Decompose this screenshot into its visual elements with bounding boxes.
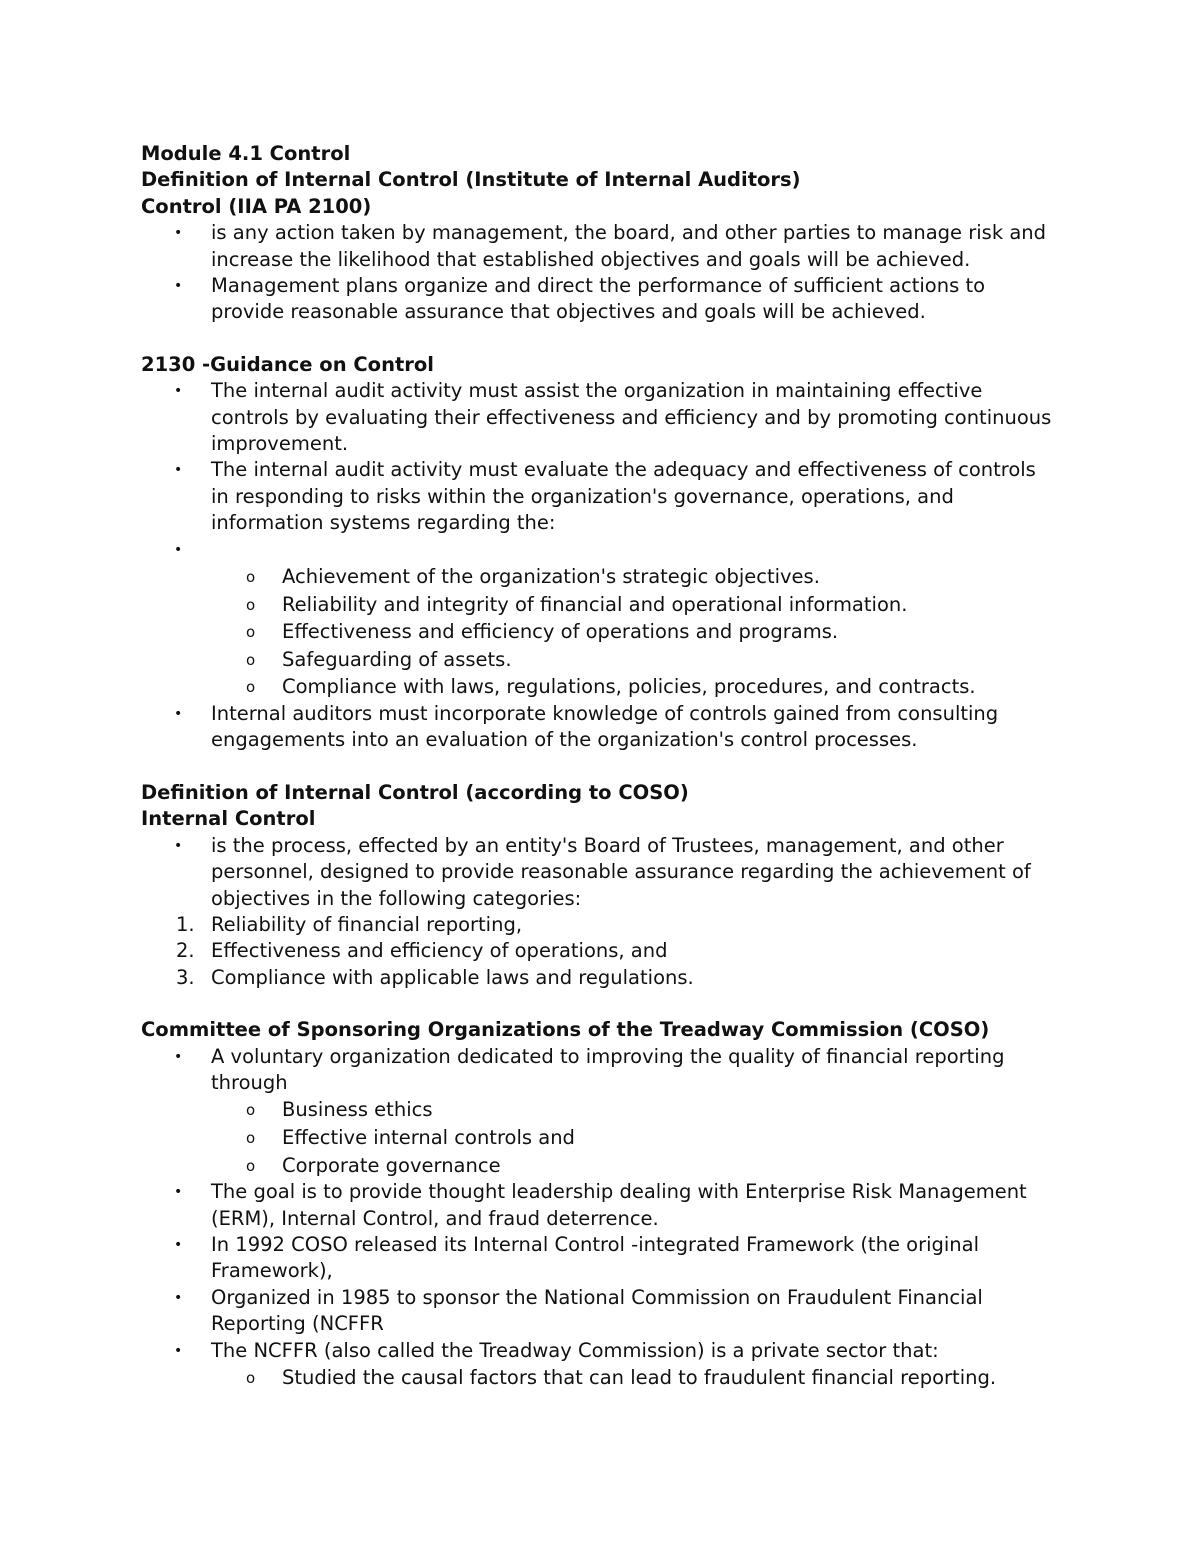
list-item: • Internal auditors must incorporate knowledge of controls gained from consulting engagements into an evaluation of the organization's control processes.: [174, 702, 999, 752]
circle-bullet-icon: o: [246, 1156, 256, 1175]
sub-list-item: o Corporate governance: [141, 1152, 1071, 1180]
list-item: • The internal audit activity must evaluate the adequacy and effectiveness of controls in responding to risks within the organization's governance, operations, and information systems regarding the:: [174, 458, 1036, 535]
sub-list-item: o Compliance with laws, regulations, policies, procedures, and contracts.: [141, 673, 1071, 701]
control-heading: Control (IIA PA 2100): [141, 194, 372, 218]
numbered-item: 1. Reliability of financial reporting,: [141, 912, 1071, 938]
circle-bullet-icon: o: [246, 678, 256, 697]
bullet-icon: •: [174, 1048, 183, 1065]
bullet-icon: •: [174, 706, 183, 723]
bullet-icon: •: [174, 1342, 183, 1359]
sub-list-item: o Business ethics: [141, 1096, 1071, 1124]
sub-list-item: o Safeguarding of assets.: [141, 646, 1071, 674]
item-number: 2.: [176, 939, 195, 963]
sub-list-item: o Effectiveness and efficiency of operations and programs.: [141, 618, 1071, 646]
circle-bullet-icon: o: [246, 1101, 256, 1120]
list-item: • The NCFFR (also called the Treadway Commission) is a private sector that:: [141, 1338, 1071, 1364]
list-item: • Management plans organize and direct the performance of sufficient actions to provide reasonable assurance that objectives and goals will be achieved.: [174, 274, 986, 324]
list-item: • Organized in 1985 to sponsor the National Commission on Fraudulent Financial Reporting (NCFFR: [174, 1285, 983, 1336]
circle-bullet-icon: o: [246, 595, 256, 614]
list-item: • In 1992 COSO released its Internal Control -integrated Framework (the original Framework),: [174, 1232, 980, 1283]
list-item: • The internal audit activity must assist the organization in maintaining effective controls by evaluating their effectiveness and efficiency and by promoting continuous improvement.: [174, 379, 1052, 456]
bullet-icon: •: [174, 1184, 183, 1201]
list-item: • A voluntary organization dedicated to improving the quality of financial reporting through: [174, 1044, 1005, 1094]
coso-definition-heading: Definition of Internal Control (according to COSO): [141, 780, 689, 804]
guidance-heading: 2130 -Guidance on Control: [141, 352, 434, 376]
numbered-item: 3. Compliance with applicable laws and regulations.: [141, 965, 1071, 991]
bullet-icon: •: [174, 225, 183, 242]
circle-bullet-icon: o: [246, 623, 256, 642]
module-heading: Module 4.1 Control: [141, 142, 351, 165]
sub-list-item: o Achievement of the organization's strategic objectives.: [141, 563, 1071, 591]
iia-definition-heading: Definition of Internal Control (Institute of Internal Auditors): [141, 168, 801, 192]
item-number: 3.: [176, 965, 195, 989]
internal-control-heading: Internal Control: [141, 807, 316, 831]
circle-bullet-icon: o: [246, 1128, 256, 1147]
sub-list-item: o Effective internal controls and: [141, 1124, 1071, 1152]
list-item: • is any action taken by management, the board, and other parties to manage risk and increase the likelihood that established objectives and goals will be achieved.: [174, 221, 1047, 271]
circle-bullet-icon: o: [246, 1368, 256, 1387]
list-item: • is the process, effected by an entity's Board of Trustees, management, and other personnel, designed to provide reasonable assurance regarding the achievement of objectives in the following categories:: [174, 833, 1031, 910]
bullet-icon: •: [174, 1236, 183, 1253]
list-item: • The goal is to provide thought leadership dealing with Enterprise Risk Management (ERM), Internal Control, and fraud deterrence.: [174, 1180, 1027, 1230]
bullet-icon: •: [174, 1289, 183, 1306]
committee-heading: Committee of Sponsoring Organizations of the Treadway Commission (COSO): [141, 1018, 990, 1042]
circle-bullet-icon: o: [246, 568, 256, 587]
item-number: 1.: [176, 912, 195, 936]
sub-list-item: o Reliability and integrity of financial and operational information.: [141, 591, 1071, 619]
bullet-icon: •: [174, 541, 183, 558]
empty-list-item: [141, 537, 1071, 563]
bullet-icon: •: [174, 837, 183, 854]
document-page: [141, 141, 1071, 1392]
sub-list-item: o Studied the causal factors that can lead to fraudulent financial reporting.: [141, 1364, 1071, 1392]
bullet-icon: •: [174, 278, 183, 295]
numbered-item: 2. Effectiveness and efficiency of operations, and: [141, 938, 1071, 964]
bullet-icon: •: [174, 462, 183, 479]
bullet-icon: •: [174, 383, 183, 400]
circle-bullet-icon: o: [246, 650, 256, 669]
